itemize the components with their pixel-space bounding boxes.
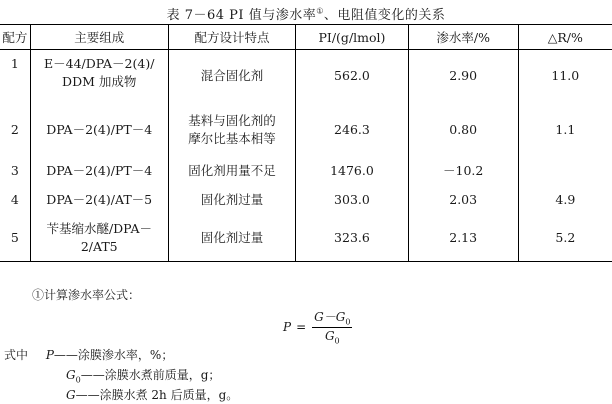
permeability-formula xyxy=(283,308,352,346)
composition-line: 苄基缩水醚/DPA－ xyxy=(46,221,152,237)
cell-water-permeability: 2.13 xyxy=(408,216,518,262)
footnote-text: ①计算渗水率公式： xyxy=(32,288,141,302)
cell-design-feature: 固化剂过量 xyxy=(168,184,296,216)
variable-definitions xyxy=(4,346,173,363)
title-text-tail: 、电阻值变化的关系 xyxy=(323,8,446,23)
cell-water-permeability: 2.03 xyxy=(408,184,518,216)
formula-denominator xyxy=(325,328,340,345)
cell-delta-r xyxy=(518,158,612,184)
def-symbol-g: G xyxy=(66,388,76,402)
def-text-g: ——涂膜水煮 2h 后质量，g。 xyxy=(75,388,239,402)
cell-composition: DPA－2(4)/PT－4 xyxy=(30,158,168,184)
formula-fraction xyxy=(312,308,352,346)
table-row xyxy=(0,216,612,262)
cell-composition xyxy=(30,216,168,262)
cell-design-feature xyxy=(168,102,296,158)
design-feature-line: 基料与固化剂的 xyxy=(188,112,276,128)
table-row xyxy=(0,184,612,216)
cell-formula-no: 1 xyxy=(0,50,30,102)
def-symbol-p: P xyxy=(45,348,54,362)
cell-design-feature: 混合固化剂 xyxy=(168,50,296,102)
cell-composition: DPA－2(4)/AT－5 xyxy=(30,184,168,216)
cell-composition xyxy=(30,50,168,102)
col-header-pi: PI/(g/lmol) xyxy=(296,25,408,50)
formula-lhs: P xyxy=(283,319,292,334)
cell-water-permeability: 0.80 xyxy=(408,102,518,158)
formula-numerator xyxy=(312,308,352,328)
cell-delta-r: 4.9 xyxy=(555,191,576,207)
table-row xyxy=(0,102,612,158)
col-header-formula: 配方 xyxy=(0,25,30,50)
def-symbol-g0: G xyxy=(66,368,76,382)
definition-g xyxy=(66,386,238,403)
header-row xyxy=(0,25,612,50)
cell-formula-no: 5 xyxy=(0,216,30,262)
composition-line: E－44/DPA－2(4)/ xyxy=(44,56,155,71)
cell-pi: 303.0 xyxy=(296,184,408,216)
col-header-delta-r: △R/% xyxy=(518,25,612,50)
cell-pi: 1476.0 xyxy=(296,158,408,184)
where-label: 式中 xyxy=(4,348,29,362)
numerator-subscript: 0 xyxy=(345,317,351,327)
cell-formula-no: 3 xyxy=(0,158,30,184)
numerator-text: G－G xyxy=(314,310,346,324)
cell-design-feature: 固化剂过量 xyxy=(168,216,296,262)
design-feature-line: 摩尔比基本相等 xyxy=(188,130,276,146)
cell-formula-no: 4 xyxy=(0,184,30,216)
def-text-g0: ——涂膜水煮前质量，g； xyxy=(80,368,221,382)
cell-water-permeability: 2.90 xyxy=(408,50,518,102)
cell-pi: 562.0 xyxy=(296,50,408,102)
col-header-design-feature: 配方设计特点 xyxy=(168,25,296,50)
table-row xyxy=(0,158,612,184)
col-header-water-permeability: 渗水率/% xyxy=(408,25,518,50)
def-text-p: ——涂膜渗水率，%； xyxy=(53,348,174,362)
col-header-composition: 主要组成 xyxy=(30,25,168,50)
cell-formula-no: 2 xyxy=(0,102,30,158)
formula-equals: = xyxy=(296,319,307,334)
cell-delta-r: 1.1 xyxy=(555,121,576,137)
data-table xyxy=(0,24,612,262)
cell-design-feature: 固化剂用量不足 xyxy=(168,158,296,184)
table-row xyxy=(0,50,612,102)
cell-pi: 323.6 xyxy=(296,216,408,262)
denominator-subscript: 0 xyxy=(334,336,340,346)
composition-line: DDM 加成物 xyxy=(62,74,137,89)
def-subscript-g0: 0 xyxy=(75,375,81,385)
composition-line: 2/AT5 xyxy=(80,239,118,255)
cell-delta-r: 11.0 xyxy=(551,67,580,83)
definition-g0 xyxy=(66,366,220,384)
cell-pi: 246.3 xyxy=(296,102,408,158)
denominator-text: G xyxy=(324,329,335,344)
cell-water-permeability: －10.2 xyxy=(408,158,518,184)
title-text: 表 7－64 PI 值与渗水率 xyxy=(166,8,317,23)
cell-delta-r: 5.2 xyxy=(518,216,612,262)
table-title xyxy=(0,4,612,23)
title-footnote-mark: ① xyxy=(316,6,324,16)
cell-composition: DPA－2(4)/PT－4 xyxy=(30,102,168,158)
